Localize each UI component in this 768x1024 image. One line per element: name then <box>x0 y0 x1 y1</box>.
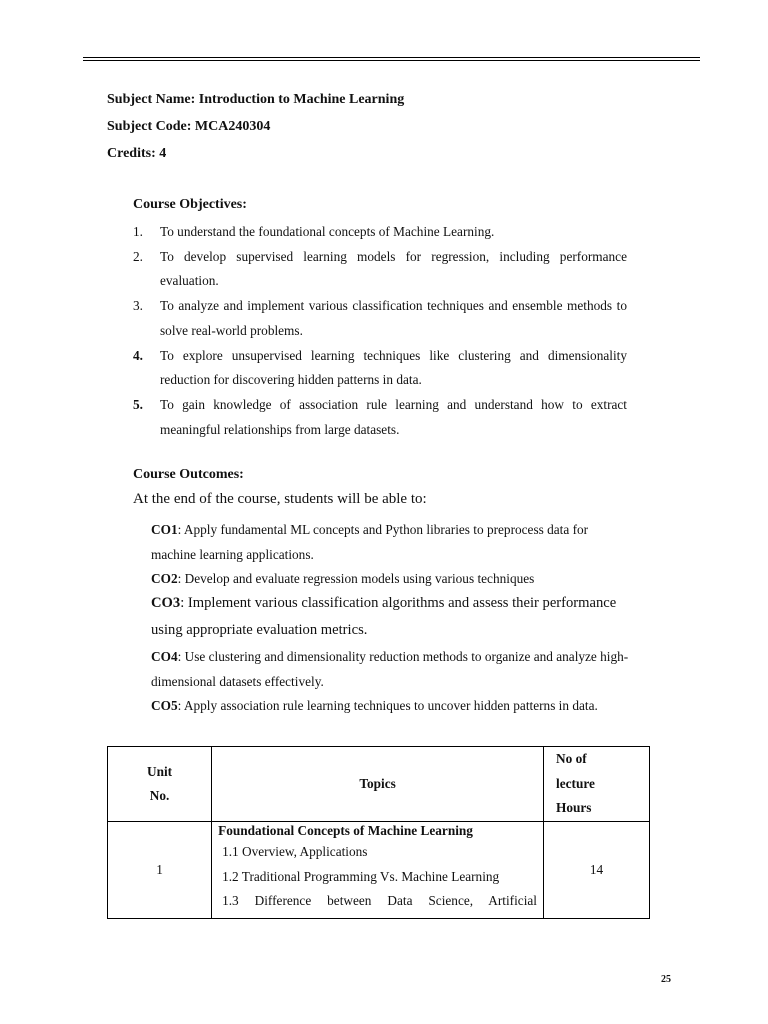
subject-code: Subject Code: MCA240304 <box>107 119 271 134</box>
objective-item: 4. To explore unsupervised learning techniques like clustering and dimensionality reduction for discovering hidden patterns in data. <box>133 347 627 388</box>
header-lecture-hours: No of lecture Hours <box>544 747 650 822</box>
unit-hours: 14 <box>544 822 650 919</box>
outcomes-intro: At the end of the course, students will be able to: <box>133 491 427 507</box>
objectives-list <box>133 220 627 442</box>
unit-topics <box>212 822 544 919</box>
unit-title: Foundational Concepts of Machine Learning <box>218 823 473 838</box>
subject-name: Subject Name: Introduction to Machine Learning <box>107 92 405 107</box>
credits: Credits: 4 <box>107 146 167 161</box>
header-topics: Topics <box>212 747 544 822</box>
topic-line: 1.1 Overview, Applications <box>222 844 368 859</box>
objective-item: 5. To gain knowledge of association rule learning and understand how to extract meaningful relationships from large datasets. <box>133 396 627 437</box>
objective-item: 2. To develop supervised learning models for regression, including performance evaluation. <box>133 248 627 289</box>
unit-number: 1 <box>108 822 212 919</box>
units-table <box>107 746 650 919</box>
outcome-co2: CO2: Develop and evaluate regression models using various techniques <box>151 571 535 586</box>
outcome-co1: CO1: Apply fundamental ML concepts and Python libraries to preprocess data for machine learning applications. <box>151 522 589 562</box>
objective-item: 1. To understand the foundational concepts of Machine Learning. <box>133 224 495 239</box>
objective-item: 3. To analyze and implement various classification techniques and ensemble methods to solve real-world problems. <box>133 298 627 338</box>
outcomes-heading: Course Outcomes: <box>133 467 244 482</box>
table-header-row <box>108 747 650 822</box>
topic-line: 1.3 Difference between Data Science, Artificial <box>222 893 538 908</box>
top-rule-1 <box>83 57 700 58</box>
top-rule-2 <box>83 60 700 61</box>
topic-line: 1.2 Traditional Programming Vs. Machine Learning <box>222 868 500 884</box>
outcome-co4: CO4: Use clustering and dimensionality reduction methods to organize and analyze high-dimensional datasets effectively. <box>151 649 629 689</box>
objectives-heading: Course Objectives: <box>133 197 247 212</box>
outcome-co5: CO5: Apply association rule learning techniques to uncover hidden patterns in data. <box>151 698 598 713</box>
page-number: 25 <box>661 974 671 985</box>
header-unit-no: Unit No. <box>108 747 212 822</box>
outcome-co3: CO3: Implement various classification algorithms and assess their performance using appropriate evaluation metrics. <box>151 595 617 638</box>
table-row <box>108 822 650 919</box>
